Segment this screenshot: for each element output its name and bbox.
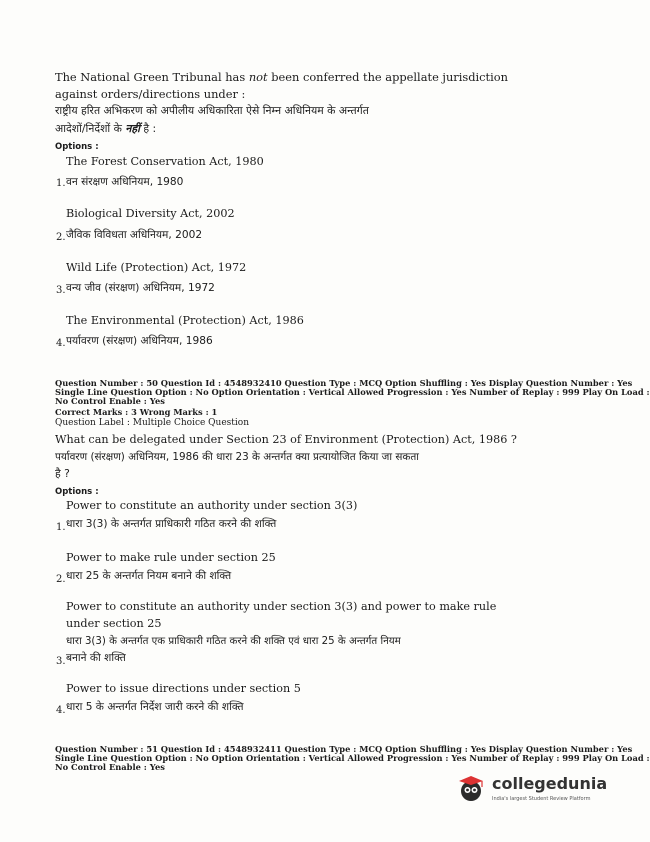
- question-49-hindi-line2: [55, 122, 156, 136]
- question-49-hindi-line1: राष्ट्रीय हरित अभिकरण को अपीलीय अधिकारिता ऐसे निम्न अधिनियम के अन्तर्गत: [55, 104, 369, 117]
- q49-option-3-en: Wild Life (Protection) Act, 1972: [66, 261, 247, 274]
- q50-option-4-num: 4.: [56, 705, 66, 716]
- q50-option-3-hi-line2: बनाने की शक्ति: [66, 652, 126, 664]
- q50-meta-line1: Question Number : 50 Question Id : 4548932410 Question Type : MCQ Option Shuffling : Yes Display Question Number : Yes: [55, 378, 633, 388]
- q50-option-1-num: 1.: [56, 522, 66, 533]
- q49-option-1-en: The Forest Conservation Act, 1980: [66, 155, 264, 168]
- logo-wordmark: collegedunia: [492, 774, 608, 793]
- q49-hindi-part-a: आदेशों/निर्देशों के: [55, 122, 126, 135]
- q49-text-part-a: The National Green Tribunal has: [55, 70, 249, 84]
- options-label-50: Options :: [55, 487, 99, 497]
- q50-option-1-hi: धारा 3(3) के अन्तर्गत प्राधिकारी गठित करने की शक्ति: [66, 518, 277, 530]
- q49-text-part-c: been conferred the appellate jurisdiction: [267, 70, 508, 84]
- q49-option-3-num: 3.: [56, 285, 66, 296]
- q50-option-4-hi: धारा 5 के अन्तर्गत निर्देश जारी करने की शक्ति: [66, 701, 244, 713]
- q49-option-2-hi: जैविक विविधता अधिनियम, 2002: [66, 229, 203, 241]
- q50-option-3-hi-line1: धारा 3(3) के अन्तर्गत एक प्राधिकारी गठित करने की शक्ति एवं धारा 25 के अन्तर्गत नियम: [66, 636, 401, 647]
- q50-option-4-en: Power to issue directions under section 5: [66, 682, 301, 695]
- q49-option-1-hi: वन संरक्षण अधिनियम, 1980: [66, 176, 184, 188]
- q50-option-3-en-line2: under section 25: [66, 617, 162, 630]
- q49-emphasis-not: not: [248, 70, 268, 84]
- q50-option-3-num: 3.: [56, 656, 66, 667]
- logo-tagline: India's largest Student Review Platform: [492, 796, 591, 802]
- q49-option-3-hi: वन्य जीव (संरक्षण) अधिनियम, 1972: [66, 282, 215, 294]
- q50-option-2-hi: धारा 25 के अन्तर्गत नियम बनाने की शक्ति: [66, 570, 232, 582]
- q49-option-2-en: Biological Diversity Act, 2002: [66, 207, 235, 220]
- q49-hindi-emphasis: नहीं: [125, 122, 140, 135]
- question-50-hindi-line1: पर्यावरण (संरक्षण) अधिनियम, 1986 की धारा 23 के अन्तर्गत क्या प्रत्यायोजित किया जा सकता: [55, 451, 419, 463]
- q50-option-1-en: Power to constitute an authority under section 3(3): [66, 499, 358, 512]
- q49-option-2-num: 2.: [56, 232, 66, 243]
- q51-meta-line3: No Control Enable : Yes: [55, 762, 165, 772]
- q50-meta-line2: Single Line Question Option : No Option Orientation : Vertical Allowed Progression : Yes Number of Replay : 999 Play On Load :: [55, 387, 650, 397]
- q49-hindi-part-c: है :: [139, 122, 157, 135]
- collegedunia-logo: [456, 774, 608, 810]
- q50-question-label: Question Label : Multiple Choice Question: [55, 418, 250, 428]
- question-49-english-line2: against orders/directions under :: [55, 87, 246, 101]
- q50-marks: Correct Marks : 3 Wrong Marks : 1: [55, 407, 218, 417]
- options-label-49: Options :: [55, 142, 99, 152]
- q49-option-1-num: 1.: [56, 178, 66, 189]
- question-50-english: What can be delegated under Section 23 of Environment (Protection) Act, 1986 ?: [55, 433, 517, 446]
- question-50-hindi-line2: है ?: [55, 467, 70, 480]
- q50-option-2-num: 2.: [56, 574, 66, 585]
- q50-option-3-en-line1: Power to constitute an authority under section 3(3) and power to make rule: [66, 600, 497, 613]
- graduate-mascot-icon: [456, 774, 486, 804]
- q49-option-4-hi: पर्यावरण (संरक्षण) अधिनियम, 1986: [66, 335, 213, 347]
- q50-option-2-en: Power to make rule under section 25: [66, 551, 276, 564]
- q51-meta-line1: Question Number : 51 Question Id : 4548932411 Question Type : MCQ Option Shuffling : Yes Display Question Number : Yes: [55, 744, 633, 754]
- q51-meta-line2: Single Line Question Option : No Option Orientation : Vertical Allowed Progression : Yes Number of Replay : 999 Play On Load :: [55, 753, 650, 763]
- q49-option-4-num: 4.: [56, 338, 66, 349]
- q49-option-4-en: The Environmental (Protection) Act, 1986: [66, 314, 304, 327]
- q50-meta-line3: No Control Enable : Yes: [55, 396, 165, 406]
- question-49-english-line1: [55, 70, 508, 84]
